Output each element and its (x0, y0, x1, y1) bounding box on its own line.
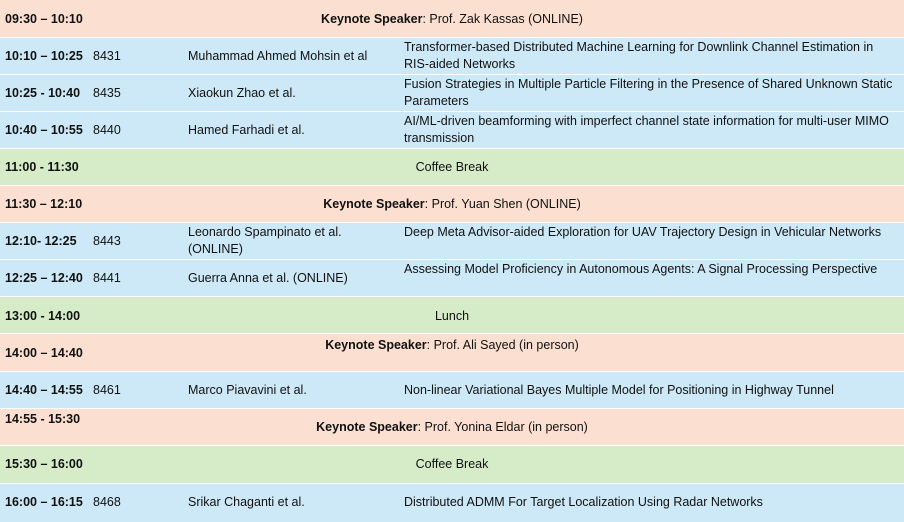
keynote-speaker: : Prof. Yuan Shen (ONLINE) (424, 197, 581, 211)
schedule-row (0, 75, 904, 112)
break-label: Coffee Break (415, 457, 489, 471)
keynote-text (0, 11, 904, 28)
paper-authors: Xiaokun Zhao et al. (188, 86, 296, 100)
paper-id: 8468 (93, 495, 121, 509)
schedule-row (0, 186, 904, 223)
paper-title: AI/ML-driven beamforming with imperfect channel state information for multi-user MIMO transmission (404, 114, 889, 145)
time-slot: 11:00 - 11:30 (5, 160, 79, 174)
time-slot: 10:10 – 10:25 (5, 49, 83, 63)
schedule-row (0, 223, 904, 260)
time-slot: 10:25 - 10:40 (5, 86, 81, 100)
paper-title: Distributed ADMM For Target Localization Using Radar Networks (404, 495, 763, 509)
paper-authors: Hamed Farhadi et al. (188, 123, 305, 137)
paper-title: Deep Meta Advisor-aided Exploration for UAV Trajectory Design in Vehicular Networks (404, 225, 882, 239)
paper-title: Fusion Strategies in Multiple Particle Filtering in the Presence of Shared Unknown Static Parameters (404, 77, 893, 108)
schedule-row (0, 149, 904, 186)
time-slot: 13:00 - 14:00 (5, 309, 81, 323)
paper-authors: Muhammad Ahmed Mohsin et al (188, 49, 368, 63)
time-slot: 14:55 - 15:30 (5, 412, 81, 426)
schedule-row (0, 484, 904, 522)
paper-id: 8443 (93, 234, 121, 248)
break-label: Lunch (434, 309, 470, 323)
paper-id: 8431 (93, 49, 121, 63)
paper-title: Transformer-based Distributed Machine Learning for Downlink Channel Estimation in RIS-aided Networks (404, 40, 874, 71)
keynote-label: Keynote Speaker (323, 197, 425, 211)
schedule-row (0, 446, 904, 484)
keynote-text (0, 419, 904, 436)
schedule-row (0, 112, 904, 149)
keynote-speaker: : Prof. Zak Kassas (ONLINE) (422, 12, 583, 26)
paper-id: 8461 (93, 383, 121, 397)
time-slot: 15:30 – 16:00 (5, 457, 83, 471)
paper-authors: Guerra Anna et al. (ONLINE) (188, 271, 348, 285)
paper-title: Assessing Model Proficiency in Autonomous Agents: A Signal Processing Perspective (404, 262, 878, 276)
time-slot: 10:40 – 10:55 (5, 123, 83, 137)
keynote-label: Keynote Speaker (325, 338, 427, 352)
schedule-row (0, 38, 904, 75)
time-slot: 14:40 – 14:55 (5, 383, 83, 397)
paper-id: 8435 (93, 86, 121, 100)
time-slot: 12:25 – 12:40 (5, 271, 83, 285)
schedule-row (0, 260, 904, 297)
keynote-label: Keynote Speaker (321, 12, 423, 26)
time-slot: 11:30 – 12:10 (5, 197, 83, 211)
schedule-row (0, 409, 904, 446)
schedule-row (0, 297, 904, 334)
schedule-row (0, 372, 904, 409)
schedule-row (0, 0, 904, 38)
time-slot: 12:10- 12:25 (5, 234, 77, 248)
keynote-label: Keynote Speaker (316, 420, 418, 434)
keynote-text (0, 196, 904, 213)
keynote-speaker: : Prof. Ali Sayed (in person) (426, 338, 579, 352)
time-slot: 16:00 – 16:15 (5, 495, 83, 509)
break-label: Coffee Break (415, 160, 489, 174)
keynote-text (0, 337, 904, 354)
paper-authors: Marco Piavavini et al. (188, 383, 307, 397)
time-slot: 09:30 – 10:10 (5, 12, 83, 26)
paper-title: Non-linear Variational Bayes Multiple Model for Positioning in Highway Tunnel (404, 383, 834, 397)
paper-authors: Leonardo Spampinato et al. (ONLINE) (188, 225, 342, 256)
paper-authors: Srikar Chaganti et al. (188, 495, 305, 509)
paper-id: 8440 (93, 123, 121, 137)
schedule-row (0, 334, 904, 372)
time-slot: 14:00 – 14:40 (5, 346, 83, 360)
paper-id: 8441 (93, 271, 121, 285)
keynote-speaker: : Prof. Yonina Eldar (in person) (417, 420, 588, 434)
